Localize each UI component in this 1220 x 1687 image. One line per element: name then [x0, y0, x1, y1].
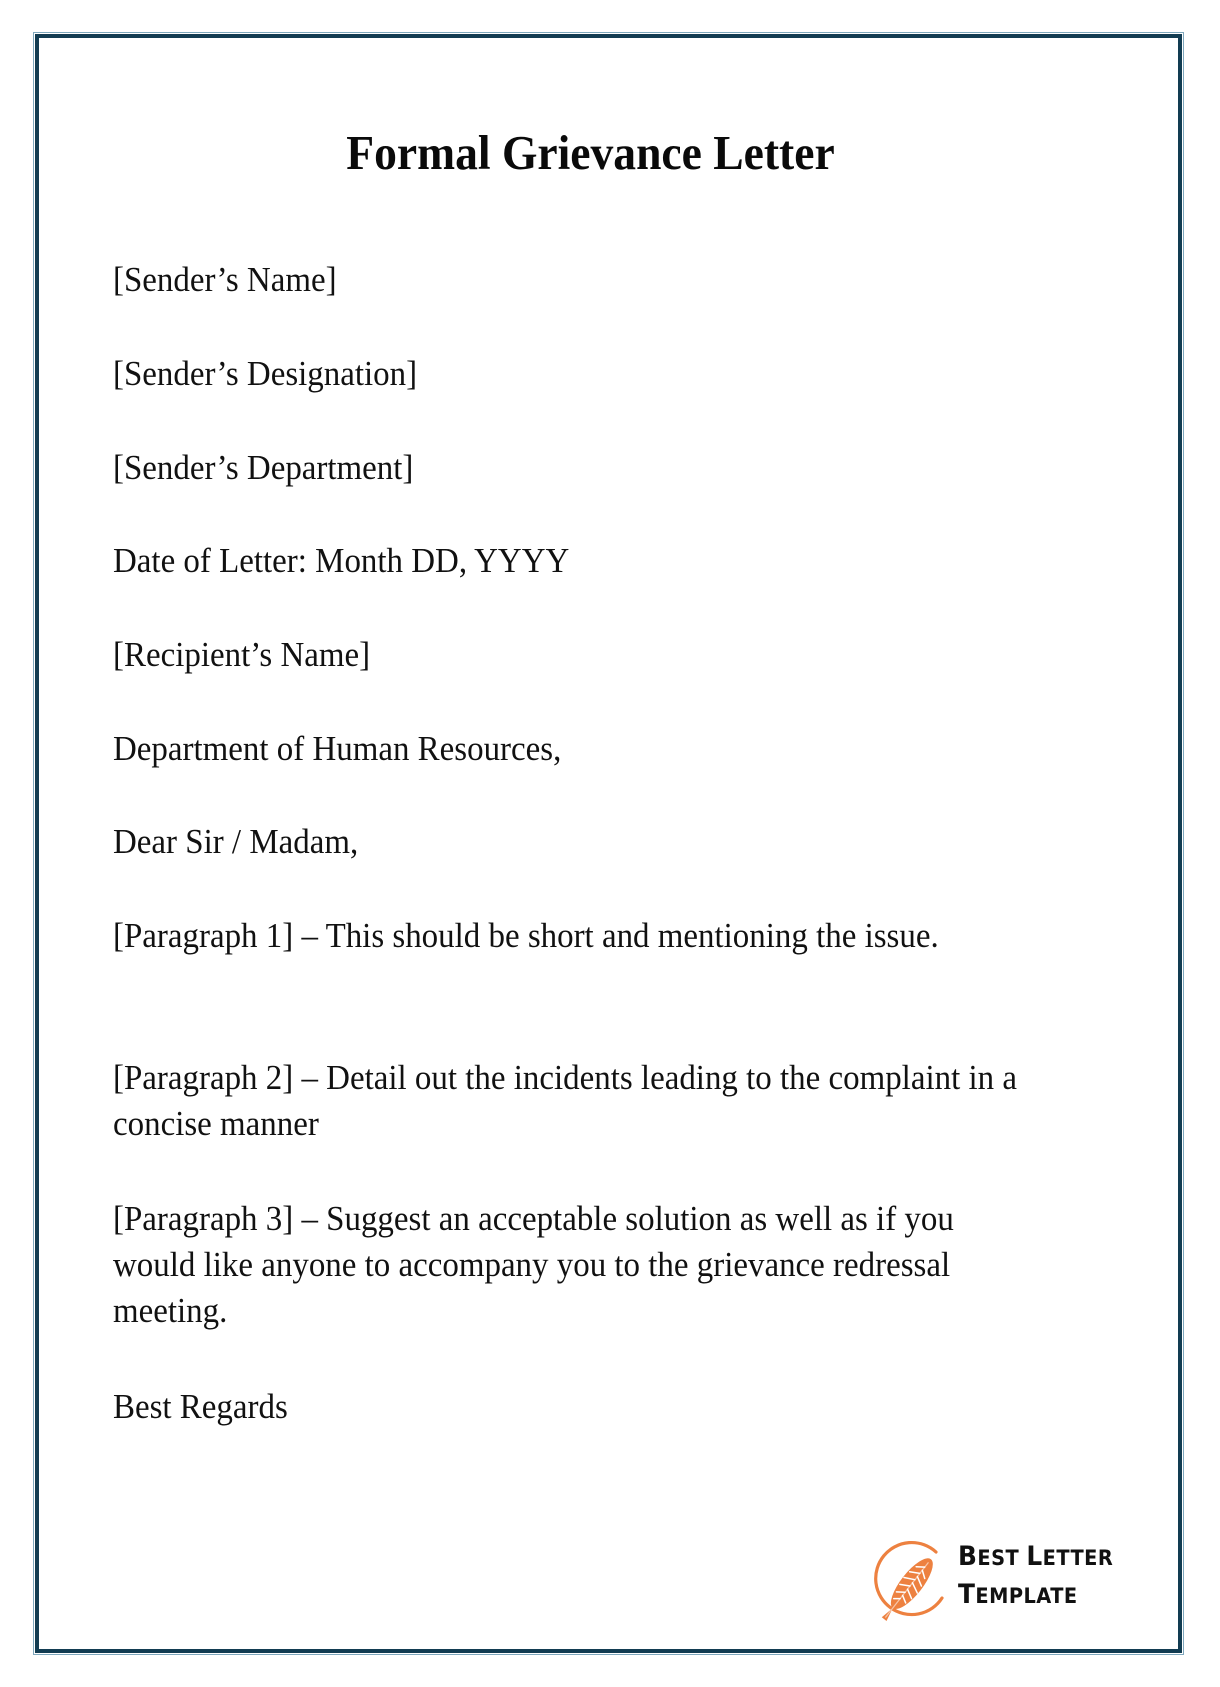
paragraph-1: [Paragraph 1] – This should be short and mentioning the issue. [113, 917, 939, 955]
date-of-letter-line: Date of Letter: Month DD, YYYY [113, 542, 570, 580]
logo-wordmark [958, 1543, 1138, 1608]
logo-cap-t: T [958, 1579, 976, 1610]
logo-rest-emplate: EMPLATE [975, 1583, 1078, 1608]
logo-line-best-letter [958, 1543, 1124, 1570]
sender-name-line: [Sender’s Name] [113, 261, 337, 299]
page-title: Formal Grievance Letter [346, 125, 835, 180]
sender-designation-line: [Sender’s Designation] [113, 355, 418, 393]
best-letter-template-logo [862, 1536, 1114, 1632]
logo-rest-etter: ETTER [1042, 1545, 1114, 1570]
sender-department-line: [Sender’s Department] [113, 449, 414, 487]
recipient-department-line: Department of Human Resources, [113, 730, 562, 768]
recipient-name-line: [Recipient’s Name] [113, 636, 371, 674]
salutation-line: Dear Sir / Madam, [113, 823, 359, 861]
paragraph-3: [Paragraph 3] – Suggest an acceptable solution as well as if you would like anyone to accompany you to the grievance redressal meeting. [113, 1200, 954, 1330]
quill-feather-circle-icon [862, 1536, 958, 1632]
paragraph-2: [Paragraph 2] – Detail out the incidents leading to the complaint in a concise manner [113, 1059, 1017, 1143]
logo-cap-b: B [958, 1541, 978, 1572]
logo-cap-l: L [1026, 1541, 1043, 1572]
closing-line: Best Regards [113, 1388, 288, 1426]
logo-line-template [958, 1581, 1124, 1608]
logo-rest-est: EST [977, 1545, 1020, 1570]
